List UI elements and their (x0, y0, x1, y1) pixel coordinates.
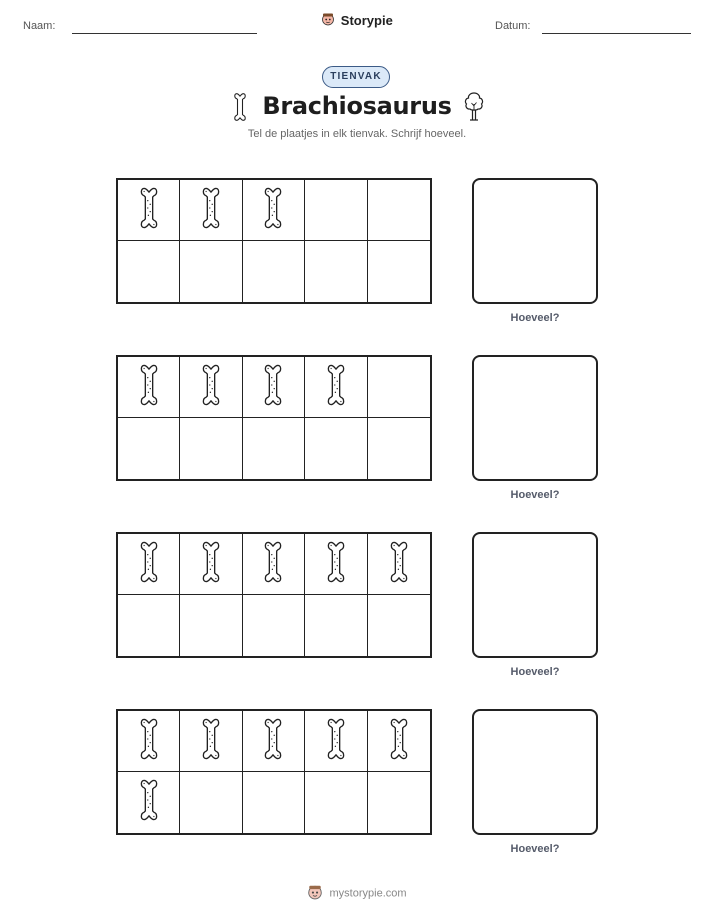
name-line[interactable] (72, 33, 257, 34)
frame-cell (305, 711, 367, 772)
bone-icon (139, 363, 159, 412)
brand-name: Storypie (340, 13, 393, 29)
frame-cell (243, 418, 305, 479)
bone-icon (139, 540, 159, 589)
bone-icon (389, 717, 409, 766)
answer-box-4[interactable] (472, 709, 598, 835)
bone-icon (139, 717, 159, 766)
instructions: Tel de plaatjes in elk tienvak. Schrijf hoeveel. (247, 128, 467, 140)
storypie-mascot-icon (321, 12, 335, 29)
frame-cell (118, 180, 180, 241)
frame-cell (118, 772, 180, 833)
bone-icon (263, 363, 283, 412)
frame-cell (180, 595, 242, 656)
frame-cell (180, 711, 242, 772)
bone-icon (201, 186, 221, 235)
bone-icon (201, 363, 221, 412)
frame-cell (305, 180, 367, 241)
frame-cell (368, 357, 430, 418)
bone-icon (263, 186, 283, 235)
frame-cell (118, 595, 180, 656)
frame-cell (368, 595, 430, 656)
frame-cell (243, 534, 305, 595)
frame-cell (368, 180, 430, 241)
ten-frame-2 (116, 355, 432, 481)
frame-cell (180, 772, 242, 833)
frame-cell (243, 357, 305, 418)
bone-icon (263, 717, 283, 766)
ten-frame-1 (116, 178, 432, 304)
brand-logo (0, 12, 714, 29)
frame-cell (368, 534, 430, 595)
footer (0, 884, 714, 903)
tree-icon (462, 90, 486, 127)
ten-frame-3 (116, 532, 432, 658)
footer-link[interactable]: mystorypie.com (329, 887, 407, 900)
answer-label-2: Hoeveel? (510, 489, 560, 501)
frame-cell (180, 241, 242, 302)
frame-cell (305, 357, 367, 418)
frame-cell (118, 418, 180, 479)
frame-cell (368, 418, 430, 479)
date-label: Datum: (495, 20, 531, 32)
name-label: Naam: (23, 20, 56, 32)
bone-icon (139, 778, 159, 827)
answer-box-3[interactable] (472, 532, 598, 658)
frame-cell (243, 180, 305, 241)
frame-cell (118, 241, 180, 302)
frame-cell (243, 772, 305, 833)
bone-icon (326, 363, 346, 412)
frame-cell (180, 180, 242, 241)
answer-label-4: Hoeveel? (510, 843, 560, 855)
storypie-mascot-icon (307, 884, 323, 903)
frame-cell (305, 595, 367, 656)
bone-icon (139, 186, 159, 235)
answer-label-3: Hoeveel? (510, 666, 560, 678)
page-title: Brachiosaurus (262, 92, 452, 120)
frame-cell (305, 534, 367, 595)
bone-icon (201, 540, 221, 589)
frame-cell (180, 418, 242, 479)
frame-cell (368, 241, 430, 302)
frame-cell (243, 595, 305, 656)
frame-cell (180, 357, 242, 418)
frame-cell (180, 534, 242, 595)
frame-cell (118, 534, 180, 595)
frame-cell (118, 357, 180, 418)
answer-box-1[interactable] (472, 178, 598, 304)
date-line[interactable] (542, 33, 691, 34)
answer-label-1: Hoeveel? (510, 312, 560, 324)
frame-cell (368, 772, 430, 833)
bone-icon (389, 540, 409, 589)
frame-cell (243, 711, 305, 772)
ten-frame-4 (116, 709, 432, 835)
frame-cell (368, 711, 430, 772)
answer-box-2[interactable] (472, 355, 598, 481)
bone-icon (201, 717, 221, 766)
frame-cell (305, 241, 367, 302)
bone-icon (326, 540, 346, 589)
frame-cell (118, 711, 180, 772)
frame-cell (305, 418, 367, 479)
category-badge: TIENVAK (322, 66, 390, 88)
bone-icon (263, 540, 283, 589)
frame-cell (305, 772, 367, 833)
frame-cell (243, 241, 305, 302)
bone-icon (326, 717, 346, 766)
